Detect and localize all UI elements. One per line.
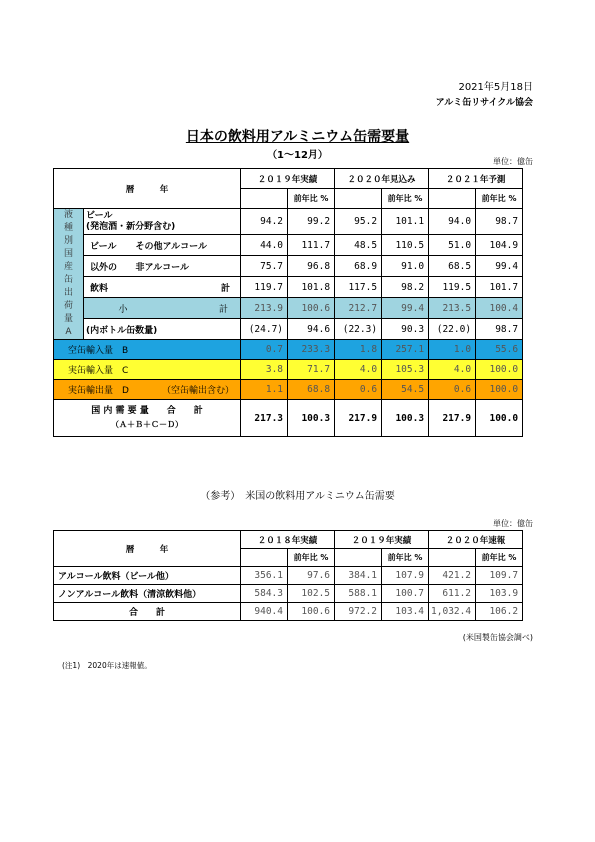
row-label: 計: [134, 298, 241, 319]
row-label: 非アルコール: [134, 256, 241, 277]
ref-yoy-header: 前年比 %: [476, 549, 523, 567]
yoy-cell: 98.7: [476, 319, 523, 340]
document-date: 2021年5月18日: [458, 82, 533, 93]
value-cell: 94.0: [429, 209, 476, 235]
row-label-group: 飲料: [84, 277, 134, 298]
yoy-cell: 101.7: [476, 277, 523, 298]
total-row: [54, 400, 523, 437]
yoy-cell: 90.3: [382, 319, 429, 340]
value-cell: 117.5: [335, 277, 382, 298]
reference-unit-label: 単位：億缶: [493, 519, 533, 528]
row-label: [84, 209, 241, 235]
value-cell: 68.9: [335, 256, 382, 277]
period-subtitle: （1～12月）: [267, 150, 328, 161]
row-label-group: 以外の: [84, 256, 134, 277]
yoy-cell: 100.4: [476, 298, 523, 319]
value-cell: 51.0: [429, 235, 476, 256]
yoy-cell: 68.8: [288, 380, 335, 400]
yoy-cell: 98.7: [476, 209, 523, 235]
yoy-cell: 103.4: [382, 603, 429, 621]
year-header: ２０２１年予測: [429, 169, 523, 189]
value-cell: 421.2: [429, 567, 476, 585]
value-cell: 119.5: [429, 277, 476, 298]
value-cell: 119.7: [241, 277, 288, 298]
row-label: ノンアルコール飲料（清涼飲料他）: [54, 585, 241, 603]
value-cell: 217.3: [241, 400, 288, 437]
value-cell: 384.1: [335, 567, 382, 585]
row-label: 計: [134, 277, 241, 298]
total-label-main: 国 内 需 要 量 合 計: [91, 406, 203, 416]
us-demand-table: [53, 530, 523, 621]
organization-name: アルミ缶リサイクル協会: [435, 98, 533, 108]
yoy-cell: 100.3: [382, 400, 429, 437]
yoy-cell: 103.9: [476, 585, 523, 603]
yoy-cell: 97.6: [288, 567, 335, 585]
ref-year-header: ２０２０年速報: [429, 531, 523, 549]
footnote: (注1) 2020年は速報値。: [62, 661, 152, 670]
yoy-cell: 101.1: [382, 209, 429, 235]
row-label-main: ビール: [86, 210, 113, 221]
table-row: [54, 340, 523, 360]
yoy-cell: 54.5: [382, 380, 429, 400]
yoy-cell: 100.0: [476, 400, 523, 437]
yoy-cell: 111.7: [288, 235, 335, 256]
yoy-cell: 100.6: [288, 603, 335, 621]
table-row: [54, 380, 523, 400]
yoy-cell: 100.0: [476, 360, 523, 380]
yoy-header: 前年比 %: [288, 189, 335, 209]
source-note: (米国製缶協会調べ): [462, 633, 533, 642]
ref-year-header-row: [54, 531, 523, 549]
value-cell: 972.2: [335, 603, 382, 621]
value-cell: (22.0): [429, 319, 476, 340]
table-row: [54, 360, 523, 380]
value-cell: 213.5: [429, 298, 476, 319]
row-label-main: 実缶輸入量 C: [68, 366, 129, 376]
row-label-group: ビール: [84, 235, 134, 256]
row-label: (内ボトル缶数量): [84, 319, 241, 340]
row-label-group: 小: [84, 298, 134, 319]
japan-demand-table: [53, 168, 523, 437]
value-cell: 213.9: [241, 298, 288, 319]
value-cell: 94.2: [241, 209, 288, 235]
yoy-header: 前年比 %: [382, 189, 429, 209]
document-title: [0, 126, 595, 146]
value-cell: 0.6: [335, 380, 382, 400]
yoy-cell: 100.7: [382, 585, 429, 603]
row-label-main: 空缶輸入量 B: [68, 346, 129, 356]
unit-label: 単位：億缶: [493, 157, 533, 166]
title-text: 日本の飲料用アルミニウム缶需要量: [185, 129, 410, 145]
value-cell: (24.7): [241, 319, 288, 340]
row-label: その他アルコール: [134, 235, 241, 256]
value-cell: 3.8: [241, 360, 288, 380]
value-cell: 48.5: [335, 235, 382, 256]
year-header-row: [54, 169, 523, 189]
yoy-cell: 99.4: [476, 256, 523, 277]
value-cell: 940.4: [241, 603, 288, 621]
yoy-cell: 96.8: [288, 256, 335, 277]
value-cell: 588.1: [335, 585, 382, 603]
year-header: ２０２０年見込み: [335, 169, 429, 189]
value-cell: 44.0: [241, 235, 288, 256]
row-label: 合 計: [54, 603, 241, 621]
yoy-cell: 105.3: [382, 360, 429, 380]
value-cell: 4.0: [429, 360, 476, 380]
value-cell: 1,032.4: [429, 603, 476, 621]
value-cell: 75.7: [241, 256, 288, 277]
yoy-cell: 106.2: [476, 603, 523, 621]
table-row: [54, 256, 523, 277]
ref-corner-label: 暦 年: [54, 531, 241, 567]
yoy-cell: 104.9: [476, 235, 523, 256]
value-cell: 95.2: [335, 209, 382, 235]
value-cell: 217.9: [335, 400, 382, 437]
value-cell: 1.8: [335, 340, 382, 360]
yoy-cell: 109.7: [476, 567, 523, 585]
value-cell: 4.0: [335, 360, 382, 380]
ref-yoy-header: 前年比 %: [382, 549, 429, 567]
row-label: アルコール飲料（ビール他）: [54, 567, 241, 585]
table-row: [54, 567, 523, 585]
yoy-cell: 71.7: [288, 360, 335, 380]
table-row: [54, 585, 523, 603]
value-cell: 217.9: [429, 400, 476, 437]
corner-label: 暦 年: [54, 169, 241, 209]
yoy-cell: 100.3: [288, 400, 335, 437]
reference-title: （参考） 米国の飲料用アルミニウム缶需要: [200, 491, 395, 502]
table-row: [54, 235, 523, 256]
row-label: [54, 380, 241, 400]
table-row: [54, 277, 523, 298]
yoy-cell: 101.8: [288, 277, 335, 298]
total-formula: （Ａ＋Ｂ＋Ｃ－Ｄ）: [111, 420, 184, 429]
table-row: [54, 298, 523, 319]
side-label: 液 種 別 国 産 缶 出 荷 量 A: [54, 209, 84, 340]
yoy-cell: 100.6: [288, 298, 335, 319]
table-row: [54, 603, 523, 621]
value-cell: (22.3): [335, 319, 382, 340]
total-label: [54, 400, 241, 437]
value-cell: 212.7: [335, 298, 382, 319]
table-row: [54, 319, 523, 340]
yoy-cell: 102.5: [288, 585, 335, 603]
table-row: [54, 209, 523, 235]
row-label-sub: (発泡酒・新分野含む): [86, 221, 176, 232]
yoy-cell: 107.9: [382, 567, 429, 585]
ref-year-header: ２０１８年実績: [241, 531, 335, 549]
value-cell: 584.3: [241, 585, 288, 603]
yoy-cell: 99.4: [382, 298, 429, 319]
year-header: ２０１９年実績: [241, 169, 335, 189]
ref-yoy-header: 前年比 %: [288, 549, 335, 567]
value-cell: 1.0: [429, 340, 476, 360]
value-cell: 611.2: [429, 585, 476, 603]
value-cell: 68.5: [429, 256, 476, 277]
row-label-note: （空缶輸出含む）: [162, 386, 235, 396]
value-cell: 356.1: [241, 567, 288, 585]
row-label-main: 実缶輸出量 D: [68, 386, 129, 396]
value-cell: 0.6: [429, 380, 476, 400]
yoy-cell: 257.1: [382, 340, 429, 360]
value-cell: 0.7: [241, 340, 288, 360]
row-label: [54, 340, 241, 360]
yoy-cell: 94.6: [288, 319, 335, 340]
yoy-cell: 233.3: [288, 340, 335, 360]
value-cell: 1.1: [241, 380, 288, 400]
yoy-cell: 98.2: [382, 277, 429, 298]
yoy-cell: 99.2: [288, 209, 335, 235]
yoy-cell: 110.5: [382, 235, 429, 256]
ref-year-header: ２０１９年実績: [335, 531, 429, 549]
yoy-header: 前年比 %: [476, 189, 523, 209]
yoy-cell: 55.6: [476, 340, 523, 360]
row-label: [54, 360, 241, 380]
yoy-cell: 91.0: [382, 256, 429, 277]
yoy-cell: 100.0: [476, 380, 523, 400]
